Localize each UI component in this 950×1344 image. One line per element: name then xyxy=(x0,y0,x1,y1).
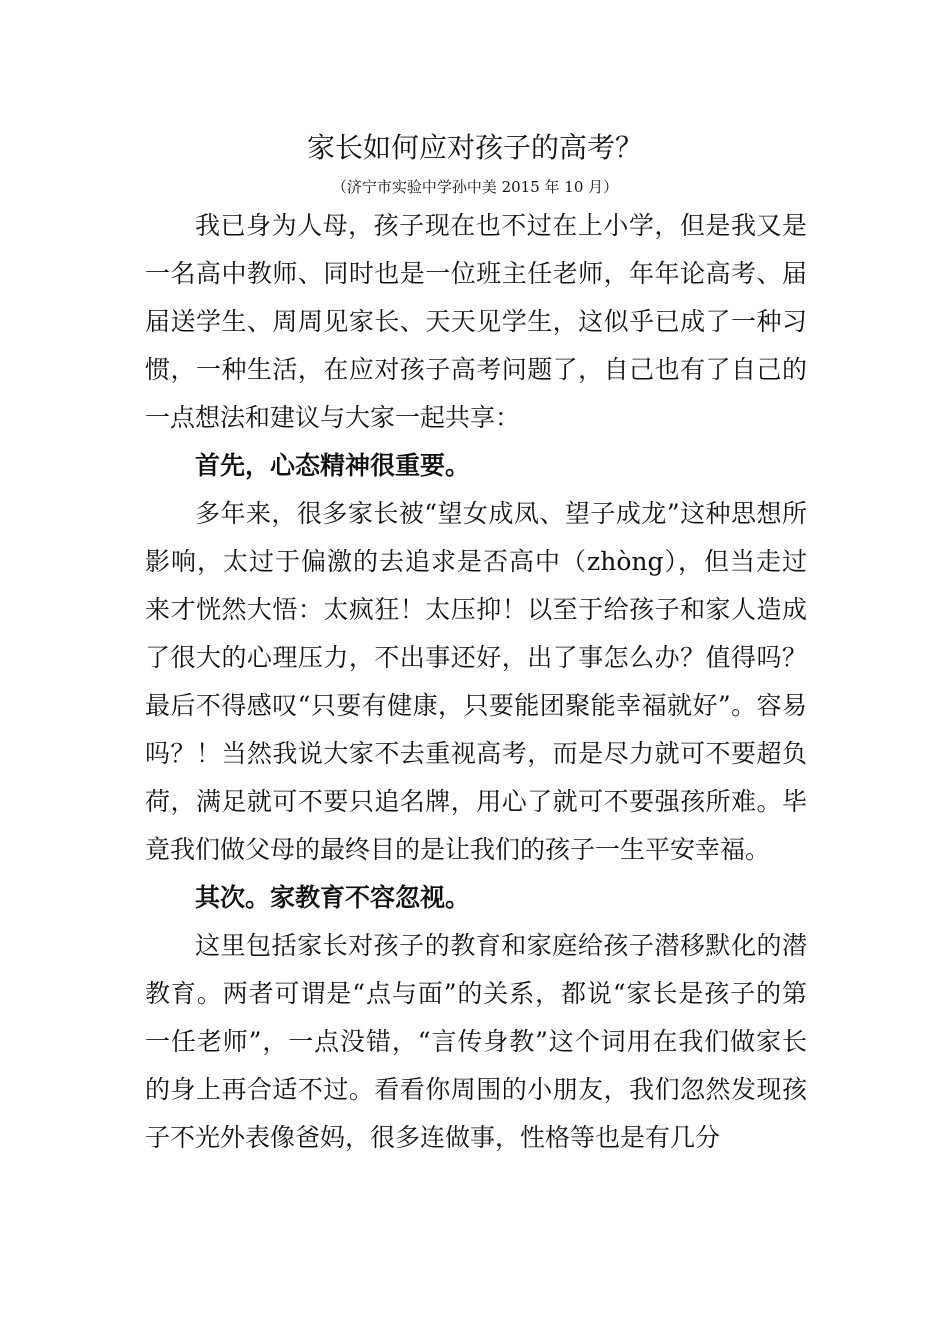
document-body xyxy=(145,202,807,1162)
paragraph-mindset: 多年来，很多家长被“望女成凤、望子成龙”这种思想所影响，太过于偏激的去追求是否高中（zhòng），但当走过来才恍然大悟：太疯狂！太压抑！以至于给孩子和家人造成了很大的心理压力，不出事还好，出了事怎么办？值得吗？最后不得感叹“只要有健康，只要能团聚能幸福就好”。容易吗？！当然我说大家不去重视高考，而是尽力就可不要超负荷，满足就可不要只追名牌，用心了就可不要强孩所难。毕竟我们做父母的最终目的是让我们的孩子一生平安幸福。 xyxy=(145,499,807,864)
section-heading-mindset: 首先，心态精神很重要。 xyxy=(195,451,471,480)
document-title: 家长如何应对孩子的高考？ xyxy=(306,131,643,164)
section-heading-family-education: 其次。家教育不容忽视。 xyxy=(195,883,471,912)
paragraph-intro: 我已身为人母，孩子现在也不过在上小学，但是我又是一名高中教师、同时也是一位班主任老师，年年论高考、届届送学生、周周见家长、天天见学生，这似乎已成了一种习惯，一种生活，在应对孩子高考问题了，自己也有了自己的一点想法和建议与大家一起共享： xyxy=(145,211,807,432)
paragraph-family-education: 这里包括家长对孩子的教育和家庭给孩子潜移默化的潜教育。两者可谓是“点与面”的关系，都说“家长是孩子的第一任老师”，一点没错，“言传身教”这个词用在我们做家长的身上再合适不过。看看你周围的小朋友，我们忽然发现孩子不光外表像爸妈，很多连做事，性格等也是有几分 xyxy=(145,931,807,1152)
document-byline: （济宁市实验中学孙中美 2015 年 10 月） xyxy=(331,178,619,196)
